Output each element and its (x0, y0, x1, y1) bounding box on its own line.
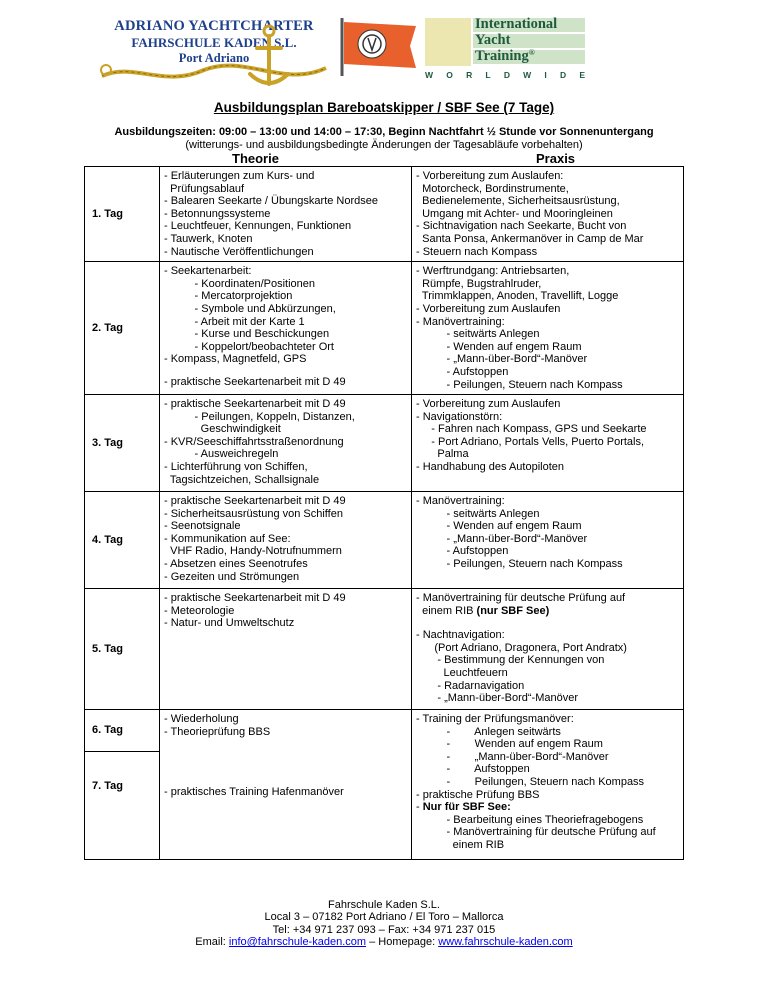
list-item: - Manövertraining: (416, 315, 505, 328)
footer-company: Fahrschule Kaden S.L. (328, 899, 440, 911)
table-row (85, 262, 684, 395)
list-item: Umgang mit Achter- und Mooringleinen (416, 207, 613, 220)
list-item: - Betonnungssysteme (164, 207, 271, 220)
list-item: (Port Adriano, Dragonera, Port Andratx) (416, 641, 627, 654)
theorie-cell (160, 710, 412, 752)
list-item: Prüfungsablauf (164, 182, 245, 195)
table-row (85, 167, 684, 262)
praxis-cell (412, 589, 684, 710)
list-item: - Navigationstörn: (416, 410, 503, 423)
list-item: - Radarnavigation (416, 679, 525, 692)
logo-worldwide: W O R L D W I D E (425, 70, 585, 80)
list-item: VHF Radio, Handy-Notrufnummern (164, 545, 342, 558)
list-item: - KVR/Seeschiffahrtsstraßenordnung (164, 435, 344, 448)
table-row (85, 589, 684, 710)
list-item: Santa Ponsa, Ankermanöver in Camp de Mar (416, 232, 644, 245)
list-item: - praktische Seekartenarbeit mit D 49 (164, 592, 346, 605)
praxis-cell (412, 167, 684, 262)
list-item: - Ausweichregeln (164, 448, 279, 461)
list-item: - Koppelort/beobachteter Ort (164, 340, 334, 353)
list-item: - Handhabung des Autopiloten (416, 461, 565, 474)
list-item: - Lichterführung von Schiffen, (164, 461, 308, 474)
list-item: - Training der Prüfungsmanöver: (416, 713, 574, 726)
list-item: - „Mann-über-Bord“-Manöver (416, 353, 588, 366)
list-item: einem RIB (nur SBF See) (416, 604, 550, 617)
list-item: - Fahren nach Kompass, GPS und Seekarte (416, 423, 647, 436)
disclaimer: (witterungs- und ausbildungsbedingte Änderungen der Tagesabläufe vorbehalten) (185, 139, 583, 151)
footer-address: Local 3 – 07182 Port Adriano / El Toro – Mallorca (264, 911, 504, 924)
list-item: Palma (416, 448, 469, 461)
list-item: - „Mann-über-Bord“-Manöver (416, 692, 578, 705)
list-item: - Mercatorprojektion (164, 290, 293, 303)
list-item: - Erläuterungen zum Kurs- und (164, 170, 315, 182)
day-cell: 1. Tag (85, 167, 160, 262)
list-item: - Tauwerk, Knoten (164, 232, 253, 245)
email-link[interactable]: info@fahrschule-kaden.com (228, 936, 367, 949)
list-item: - Arbeit mit der Karte 1 (164, 315, 305, 328)
training-times: Ausbildungszeiten: 09:00 – 13:00 und 14:00 – 17:30, Beginn Nachtfahrt ½ Stunde vor Sonnenuntergang (114, 126, 654, 138)
theorie-cell (160, 589, 412, 710)
list-item: - Natur- und Umweltschutz (164, 617, 295, 630)
list-item: - Peilungen, Koppeln, Distanzen, (164, 410, 355, 423)
list-item: - Symbole und Abkürzungen, (164, 302, 336, 315)
footer-contact: Email: info@fahrschule-kaden.com – Homepage: www.fahrschule-kaden.com (195, 936, 573, 949)
list-item: - Sichtnavigation nach Seekarte, Bucht von (416, 220, 627, 233)
list-item: - Werftrundgang: Antriebsarten, (416, 265, 570, 278)
table-row (85, 492, 684, 589)
training-plan-table (84, 166, 684, 860)
list-item: - Absetzen eines Seenotrufes (164, 558, 308, 571)
list-item: Bedienelemente, Sicherheitsausrüstung, (416, 195, 620, 208)
day-cell: 3. Tag (85, 395, 160, 492)
footer-phone: Tel: +34 971 237 093 – Fax: +34 971 237 015 (272, 923, 496, 936)
list-item: - Port Adriano, Portals Vells, Puerto Portals, (416, 435, 645, 448)
praxis-cell (412, 492, 684, 589)
list-item: - Gezeiten und Strömungen (164, 570, 300, 583)
list-item: Tagsichtzeichen, Schallsignale (164, 473, 320, 486)
list-item: - Manövertraining: (416, 495, 505, 508)
list-item: - Kurse und Beschickungen (164, 328, 330, 341)
list-item: - Anlegen seitwärts (416, 725, 561, 738)
list-item: Motorcheck, Bordinstrumente, (416, 182, 569, 195)
list-item: - Bestimmung der Kennungen von (416, 654, 605, 667)
list-item: - „Mann-über-Bord“-Manöver (416, 532, 588, 545)
sbf-note: Nur für SBF See: (422, 801, 511, 814)
day-cell: 6. Tag (85, 710, 160, 752)
column-header-theorie: Theorie (232, 151, 279, 166)
list-item: - Manövertraining für deutsche Prüfung auf (416, 592, 626, 605)
list-item: - Aufstoppen (416, 365, 509, 378)
list-item: - Wiederholung (164, 713, 239, 726)
list-item: - praktische Seekartenarbeit mit D 49 (164, 375, 346, 388)
list-item: - seitwärts Anlegen (416, 507, 540, 520)
list-item: - Nautische Veröffentlichungen (164, 245, 314, 258)
list-item: - Leuchtfeuer, Kennungen, Funktionen (164, 220, 352, 233)
list-item: - Vorbereitung zum Auslaufen (416, 302, 561, 315)
list-item: - Vorbereitung zum Auslaufen: (416, 170, 564, 182)
list-item: Geschwindigkeit (164, 423, 281, 436)
list-item: - praktische Prüfung BBS (416, 788, 540, 801)
list-item: - „Mann-über-Bord“-Manöver (416, 750, 609, 763)
list-item: - Seekartenarbeit: (164, 265, 252, 278)
table-row (85, 395, 684, 492)
list-item: - Sicherheitsausrüstung von Schiffen (164, 507, 343, 520)
club-flag-icon (338, 18, 418, 76)
list-item: - praktisches Training Hafenmanöver (164, 785, 344, 798)
page-title: Ausbildungsplan Bareboatskipper / SBF See (7 Tage) (213, 100, 555, 115)
list-item: - praktische Seekartenarbeit mit D 49 (164, 495, 346, 508)
table-row (85, 710, 684, 752)
logo-line-1: ADRIANO YACHTCHARTER (114, 18, 314, 34)
list-item: - Theorieprüfung BBS (164, 725, 271, 738)
list-item: - Wenden auf engem Raum (416, 738, 603, 751)
column-header-praxis: Praxis (536, 151, 576, 166)
adriano-logo (94, 18, 334, 90)
list-item: - praktische Seekartenarbeit mit D 49 (164, 398, 346, 411)
day-cell: 5. Tag (85, 589, 160, 710)
list-item: - Koordinaten/Positionen (164, 277, 316, 290)
day-cell: 7. Tag (85, 752, 160, 860)
list-item: - Bearbeitung eines Theoriefragebogens (416, 813, 644, 826)
list-item: - Kommunikation auf See: (164, 532, 291, 545)
list-item: Rümpfe, Bugstrahlruder, (416, 277, 542, 290)
list-item: - Peilungen, Steuern nach Kompass (416, 378, 623, 391)
list-item: - Peilungen, Steuern nach Kompass (416, 558, 623, 571)
praxis-cell (412, 395, 684, 492)
list-item: - Aufstoppen (416, 763, 530, 776)
list-item: - Vorbereitung zum Auslaufen (416, 398, 561, 411)
praxis-cell (412, 262, 684, 395)
day-cell: 2. Tag (85, 262, 160, 395)
theorie-cell (160, 262, 412, 395)
theorie-cell (160, 395, 412, 492)
logo-line-2: FAHRSCHULE KADEN S.L. (131, 35, 297, 50)
logo-box (425, 18, 471, 66)
logo-yacht: Yacht (475, 32, 511, 48)
list-item: - Meteorologie (164, 604, 235, 617)
praxis-cell (412, 710, 684, 860)
list-item: - Wenden auf engem Raum (416, 520, 582, 533)
footer (0, 899, 768, 949)
list-item: - Manövertraining für deutsche Prüfung auf (416, 826, 656, 839)
list-item: - Aufstoppen (416, 545, 509, 558)
list-item: - Balearen Seekarte / Übungskarte Nordsee (164, 195, 379, 208)
list-item: Leuchtfeuern (416, 667, 508, 680)
list-item: Trimmklappen, Anoden, Travellift, Logge (416, 290, 619, 303)
logo-line-3: Port Adriano (178, 51, 250, 65)
iyt-logo (425, 18, 585, 82)
sbf-note: (nur SBF See) (476, 604, 550, 617)
list-item: - Wenden auf engem Raum (416, 340, 582, 353)
list-item: - Peilungen, Steuern nach Kompass (416, 776, 645, 789)
list-item: - seitwärts Anlegen (416, 328, 540, 341)
theorie-cell (160, 167, 412, 262)
logo-training: Training® (475, 48, 535, 64)
list-item: - Nur für SBF See: (416, 801, 511, 814)
homepage-link[interactable]: www.fahrschule-kaden.com (438, 936, 573, 949)
list-item: - Kompass, Magnetfeld, GPS (164, 353, 307, 366)
list-item: einem RIB (416, 839, 505, 852)
list-item: - Nachtnavigation: (416, 629, 505, 642)
list-item: - Seenotsignale (164, 520, 241, 533)
theorie-cell (160, 752, 412, 860)
theorie-cell (160, 492, 412, 589)
day-cell: 4. Tag (85, 492, 160, 589)
anchor-rope-icon (94, 18, 334, 90)
spacer (164, 366, 407, 376)
spacer (416, 617, 679, 629)
list-item: - Steuern nach Kompass (416, 245, 538, 258)
logo-international: International (475, 16, 558, 32)
